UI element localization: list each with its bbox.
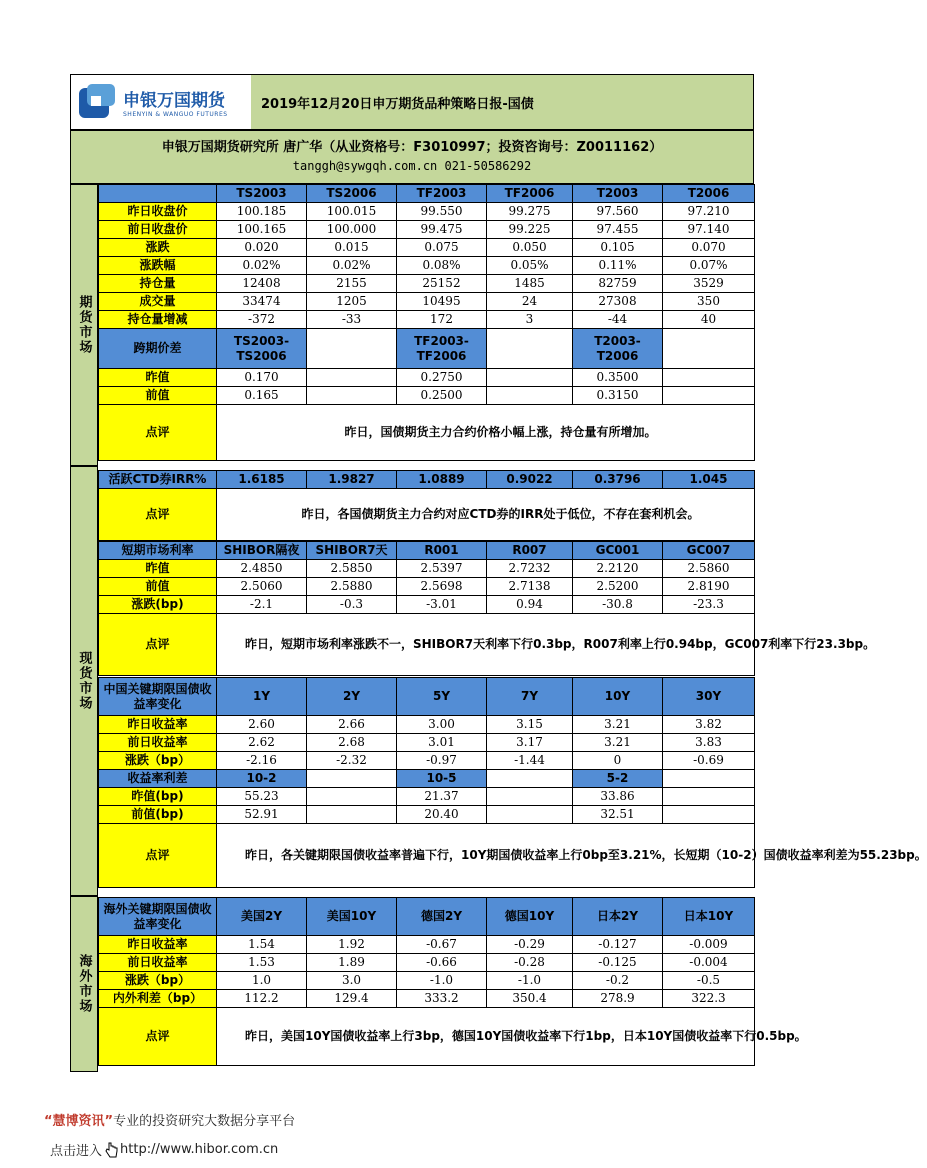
futures-row [99, 275, 755, 293]
row-label: 涨跌幅 [99, 257, 217, 275]
cell: 33.86 [573, 788, 663, 806]
cell: 100.185 [217, 203, 307, 221]
row-label: 持仓量增减 [99, 311, 217, 329]
blank-cell [663, 806, 755, 824]
cell: -1.0 [397, 972, 487, 990]
report-header [70, 74, 754, 130]
cell: 0.05% [487, 257, 573, 275]
cell: 2.5880 [307, 578, 397, 596]
cell: 0.105 [573, 239, 663, 257]
cnbond-table [98, 677, 927, 888]
comment-label: 点评 [99, 489, 217, 541]
cell: 97.455 [573, 221, 663, 239]
cell: 3.00 [397, 716, 487, 734]
tenor-head: 7Y [487, 678, 573, 716]
cell: -0.2 [573, 972, 663, 990]
row-label: 昨日收盘价 [99, 203, 217, 221]
cell: -1.44 [487, 752, 573, 770]
tenor-head: 10Y [573, 678, 663, 716]
cell: 25152 [397, 275, 487, 293]
footer-slogan-text: 专业的投资研究大数据分享平台 [113, 1114, 296, 1129]
cell: -0.67 [397, 936, 487, 954]
rate-head: GC007 [663, 542, 755, 560]
cell: 2.5060 [217, 578, 307, 596]
cell: 3.21 [573, 734, 663, 752]
cell: 3.01 [397, 734, 487, 752]
cell: -2.32 [307, 752, 397, 770]
cell: 99.550 [397, 203, 487, 221]
cell: 0.07% [663, 257, 755, 275]
cell: -2.1 [217, 596, 307, 614]
cell: -0.66 [397, 954, 487, 972]
futures-row [99, 239, 755, 257]
blank-cell [307, 329, 397, 369]
footer-link-row[interactable] [50, 1140, 278, 1159]
cell: 2.7232 [487, 560, 573, 578]
contract-head: TS2006 [307, 185, 397, 203]
ctd-value: 1.9827 [307, 471, 397, 489]
cell: 3.17 [487, 734, 573, 752]
cell: 100.000 [307, 221, 397, 239]
comment-label: 点评 [99, 614, 217, 676]
cell: 100.015 [307, 203, 397, 221]
futures-row [99, 203, 755, 221]
footer-slogan [44, 1110, 295, 1129]
tenor-head: 2Y [307, 678, 397, 716]
blank-cell [663, 770, 755, 788]
shortrate-table [98, 541, 876, 676]
row-label: 昨值 [99, 560, 217, 578]
cell: -30.8 [573, 596, 663, 614]
cell: -0.5 [663, 972, 755, 990]
row-label: 内外利差（bp） [99, 990, 217, 1008]
futures-comment: 昨日，国债期货主力合约价格小幅上涨，持仓量有所增加。 [217, 405, 755, 461]
spread-head [573, 329, 663, 369]
cell: -0.125 [573, 954, 663, 972]
rate-head: R001 [397, 542, 487, 560]
spread-part: TS2006 [236, 348, 287, 363]
section-overseas: 海外市场 [70, 896, 98, 1072]
cell: 3.0 [307, 972, 397, 990]
cell: 21.37 [397, 788, 487, 806]
spread-head [217, 329, 307, 369]
spread-head: 10-2 [217, 770, 307, 788]
blank-cell [487, 806, 573, 824]
shortrate-comment [217, 614, 876, 676]
cell: -33 [307, 311, 397, 329]
country-head: 美国2Y [217, 898, 307, 936]
overseas-table [98, 897, 807, 1066]
overseas-label-text: 海外关键期限国债收益率变化 [103, 901, 212, 931]
pointer-hand-icon [104, 1142, 118, 1158]
cell: 0.02% [307, 257, 397, 275]
cell: 32.51 [573, 806, 663, 824]
cell: -2.16 [217, 752, 307, 770]
cell: 2.5860 [663, 560, 755, 578]
blank-cell [663, 329, 755, 369]
cell: 0.075 [397, 239, 487, 257]
row-label: 成交量 [99, 293, 217, 311]
cell: 99.275 [487, 203, 573, 221]
cell: 52.91 [217, 806, 307, 824]
cell: 100.165 [217, 221, 307, 239]
cell: 2.5698 [397, 578, 487, 596]
cell: 3.82 [663, 716, 755, 734]
row-label: 前日收盘价 [99, 221, 217, 239]
row-label: 昨值(bp) [99, 788, 217, 806]
comment-label: 点评 [99, 824, 217, 888]
cell: 1485 [487, 275, 573, 293]
spread-head: 10-5 [397, 770, 487, 788]
company-logo [71, 75, 251, 129]
cell: -44 [573, 311, 663, 329]
row-label: 涨跌（bp） [99, 752, 217, 770]
blank-cell [663, 387, 755, 405]
footer-enter-text: 点击进入 [50, 1144, 103, 1159]
cell: 3 [487, 311, 573, 329]
row-label: 前日收益率 [99, 734, 217, 752]
cell: 1.53 [217, 954, 307, 972]
futures-row [99, 293, 755, 311]
row-label: 涨跌（bp） [99, 972, 217, 990]
cell: 3.21 [573, 716, 663, 734]
cell: 55.23 [217, 788, 307, 806]
spread-part: TF2006 [416, 348, 467, 363]
spread-part: T2006 [596, 348, 639, 363]
cell: 2.66 [307, 716, 397, 734]
cell: -372 [217, 311, 307, 329]
blank-cell [307, 369, 397, 387]
cell: 350.4 [487, 990, 573, 1008]
cell: -1.0 [487, 972, 573, 990]
contract-head: TF2006 [487, 185, 573, 203]
report-title: 2019年12月20日申万期货品种策略日报-国债 [251, 75, 753, 129]
row-label: 昨值 [99, 369, 217, 387]
footer-brand: “慧博资讯” [44, 1114, 114, 1129]
comment-label: 点评 [99, 405, 217, 461]
country-head: 日本2Y [573, 898, 663, 936]
blank-cell [487, 329, 573, 369]
ctd-value: 0.3796 [573, 471, 663, 489]
section-spot: 现货市场 [70, 466, 98, 896]
rate-head: GC001 [573, 542, 663, 560]
contact-line: tanggh@sywgqh.com.cn 021-50586292 [292, 159, 532, 173]
cell: -0.009 [663, 936, 755, 954]
rate-head: SHIBOR隔夜 [217, 542, 307, 560]
cnbond-comment-text: 昨日，各关键期限国债收益率普遍下行，10Y期国债收益率上行0bp至3.21%，长短期（10-2）国债收益率利差为55.23bp。 [245, 848, 927, 862]
cell: 0.2500 [397, 387, 487, 405]
cell: 2.60 [217, 716, 307, 734]
cell: 12408 [217, 275, 307, 293]
futures-row [99, 257, 755, 275]
cell: 1.92 [307, 936, 397, 954]
contract-head: TF2003 [397, 185, 487, 203]
cell: -0.127 [573, 936, 663, 954]
cell: 1205 [307, 293, 397, 311]
cell: 2.2120 [573, 560, 663, 578]
cell: 0.165 [217, 387, 307, 405]
cell: 333.2 [397, 990, 487, 1008]
cell: 40 [663, 311, 755, 329]
blank-cell [487, 387, 573, 405]
cell: 2.5200 [573, 578, 663, 596]
cell: 322.3 [663, 990, 755, 1008]
tenor-head: 5Y [397, 678, 487, 716]
cell: -0.3 [307, 596, 397, 614]
cell: -3.01 [397, 596, 487, 614]
cell: 1.89 [307, 954, 397, 972]
author-block [70, 130, 754, 184]
ctd-value: 1.045 [663, 471, 755, 489]
ctd-table [98, 470, 755, 541]
cell: 0.08% [397, 257, 487, 275]
spread-label: 跨期价差 [99, 329, 217, 369]
blank-cell [307, 788, 397, 806]
row-label: 昨日收益率 [99, 716, 217, 734]
cell: 0.170 [217, 369, 307, 387]
blank-cell [307, 387, 397, 405]
ctd-value: 0.9022 [487, 471, 573, 489]
tenor-head: 1Y [217, 678, 307, 716]
cell: 129.4 [307, 990, 397, 1008]
cell: 0.11% [573, 257, 663, 275]
row-label: 前值(bp) [99, 806, 217, 824]
cell: 97.560 [573, 203, 663, 221]
contract-head: T2006 [663, 185, 755, 203]
country-head: 德国10Y [487, 898, 573, 936]
cell: 0.02% [217, 257, 307, 275]
spread-part: TF2003- [414, 333, 469, 348]
cell: -0.004 [663, 954, 755, 972]
blank-cell [307, 806, 397, 824]
cell: 350 [663, 293, 755, 311]
cell: 3529 [663, 275, 755, 293]
author-line: 申银万国期货研究所 唐广华（从业资格号：F3010997；投资咨询号：Z0011162） [161, 140, 663, 155]
cell: 2.5397 [397, 560, 487, 578]
cell: -0.97 [397, 752, 487, 770]
cell: -0.69 [663, 752, 755, 770]
rate-head: R007 [487, 542, 573, 560]
logo-mark-icon [77, 82, 117, 122]
cell: 2.68 [307, 734, 397, 752]
contract-head: T2003 [573, 185, 663, 203]
cnbond-comment [217, 824, 927, 888]
overseas-label [99, 898, 217, 936]
overseas-comment-text: 昨日，美国10Y国债收益率上行3bp，德国10Y国债收益率下行1bp，日本10Y国债收益率下行0.5bp。 [245, 1029, 807, 1043]
row-label: 前日收益率 [99, 954, 217, 972]
row-label: 涨跌(bp) [99, 596, 217, 614]
cell: 2.5850 [307, 560, 397, 578]
cell: 10495 [397, 293, 487, 311]
ctd-comment: 昨日，各国债期货主力合约对应CTD券的IRR处于低位，不存在套利机会。 [217, 489, 755, 541]
cell: -23.3 [663, 596, 755, 614]
cell: 0.3150 [573, 387, 663, 405]
row-label: 涨跌 [99, 239, 217, 257]
cell: 99.475 [397, 221, 487, 239]
cell: 82759 [573, 275, 663, 293]
yield-spread-label: 收益率利差 [99, 770, 217, 788]
futures-table [98, 184, 755, 461]
cell: -0.28 [487, 954, 573, 972]
cell: 1.54 [217, 936, 307, 954]
logo-en: SHENYIN & WANGUO FUTURES [123, 111, 228, 118]
spread-head [397, 329, 487, 369]
cell: 0.050 [487, 239, 573, 257]
futures-row [99, 311, 755, 329]
futures-row [99, 221, 755, 239]
cell: 97.210 [663, 203, 755, 221]
cell: 0.015 [307, 239, 397, 257]
blank-cell [487, 369, 573, 387]
ctd-label: 活跃CTD券IRR% [99, 471, 217, 489]
cell: 0.2750 [397, 369, 487, 387]
cell: 3.83 [663, 734, 755, 752]
cell: 0.94 [487, 596, 573, 614]
blank-cell [487, 788, 573, 806]
tenor-head: 30Y [663, 678, 755, 716]
country-head: 德国2Y [397, 898, 487, 936]
cell: 20.40 [397, 806, 487, 824]
cell: 3.15 [487, 716, 573, 734]
blank-cell [487, 770, 573, 788]
row-label: 前值 [99, 387, 217, 405]
cell: 278.9 [573, 990, 663, 1008]
overseas-comment [217, 1008, 807, 1066]
spread-part: T2003- [594, 333, 641, 348]
cell: 2155 [307, 275, 397, 293]
blank-cell [307, 770, 397, 788]
cell: 0.070 [663, 239, 755, 257]
cell: 1.0 [217, 972, 307, 990]
cell: 24 [487, 293, 573, 311]
cell: 2.4850 [217, 560, 307, 578]
cell: 33474 [217, 293, 307, 311]
blank-cell [663, 788, 755, 806]
cell: 172 [397, 311, 487, 329]
shortrate-label: 短期市场利率 [99, 542, 217, 560]
cnbond-label-text: 中国关键期限国债收益率变化 [103, 681, 212, 711]
ctd-value: 1.0889 [397, 471, 487, 489]
cell: 2.7138 [487, 578, 573, 596]
cell: 99.225 [487, 221, 573, 239]
cell: 27308 [573, 293, 663, 311]
footer-url-link[interactable]: http://www.hibor.com.cn [120, 1142, 279, 1157]
cell: 0.020 [217, 239, 307, 257]
cell: 2.8190 [663, 578, 755, 596]
country-head: 日本10Y [663, 898, 755, 936]
spread-part: TS2003- [233, 333, 290, 348]
row-label: 持仓量 [99, 275, 217, 293]
row-label: 昨日收益率 [99, 936, 217, 954]
country-head: 美国10Y [307, 898, 397, 936]
rate-head: SHIBOR7天 [307, 542, 397, 560]
blank-cell [663, 369, 755, 387]
logo-cn: 申银万国期货 [123, 91, 225, 111]
row-label: 前值 [99, 578, 217, 596]
cell: 2.62 [217, 734, 307, 752]
cell: 112.2 [217, 990, 307, 1008]
section-futures: 期货市场 [70, 184, 98, 466]
comment-label: 点评 [99, 1008, 217, 1066]
contract-head: TS2003 [217, 185, 307, 203]
cell: -0.29 [487, 936, 573, 954]
shortrate-comment-text: 昨日，短期市场利率涨跌不一，SHIBOR7天利率下行0.3bp，R007利率上行0.94bp，GC007利率下行23.3bp。 [245, 637, 876, 651]
spread-head: 5-2 [573, 770, 663, 788]
futures-corner [99, 185, 217, 203]
ctd-value: 1.6185 [217, 471, 307, 489]
cell: 0 [573, 752, 663, 770]
cell: 97.140 [663, 221, 755, 239]
cell: 0.3500 [573, 369, 663, 387]
cnbond-label [99, 678, 217, 716]
